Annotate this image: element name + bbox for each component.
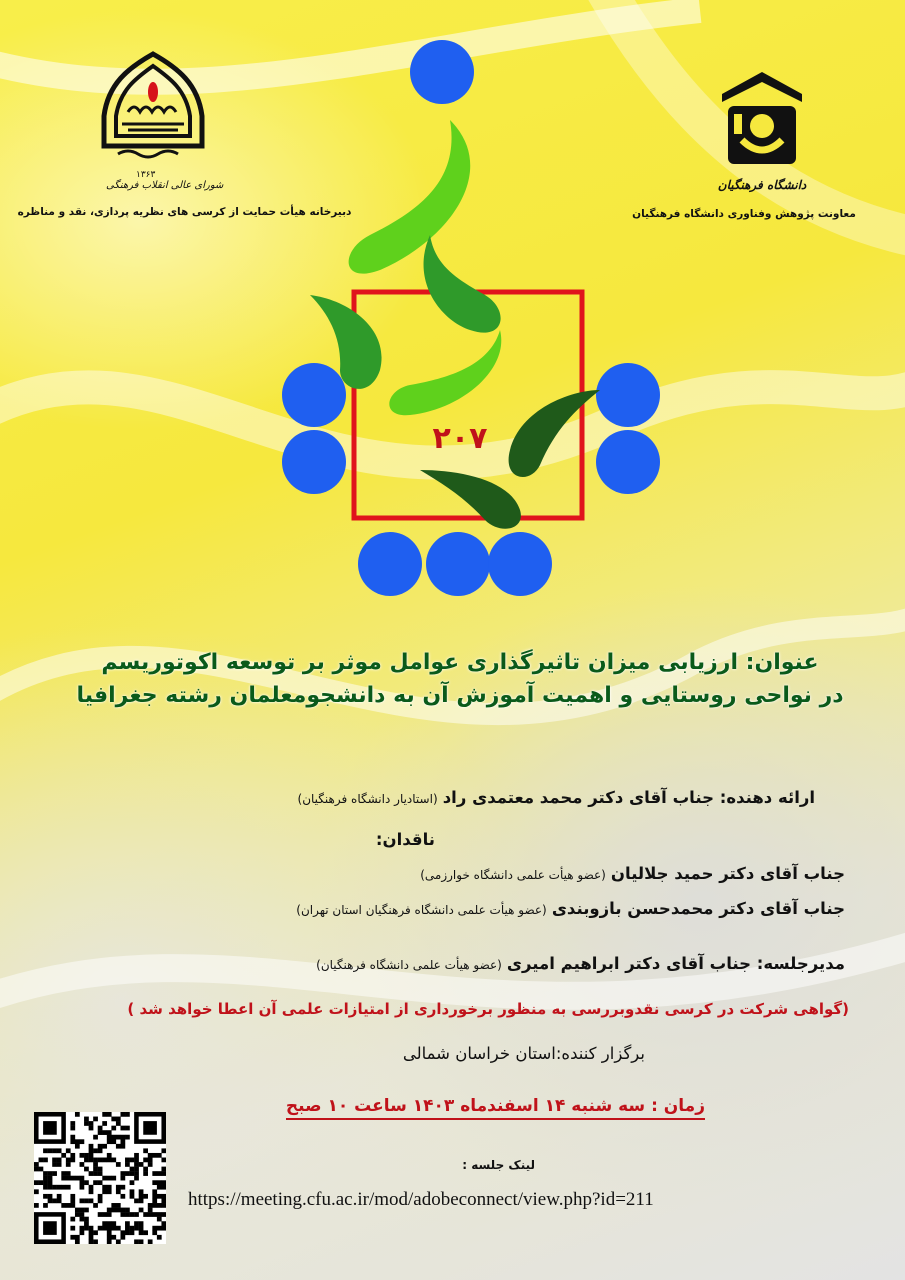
session-time: زمان : سه شنبه ۱۴ اسفندماه ۱۴۰۳ ساعت ۱۰ صبح: [286, 1096, 705, 1120]
link-label: لینک جلسه :: [462, 1158, 535, 1172]
leaf-2: [424, 235, 501, 333]
blue-dot: [410, 40, 474, 104]
moderator-label: مدیرجلسه: جناب آقای دکتر ابراهیم امیری: [506, 954, 845, 973]
left-logo-caption: دبیرخانه هیأت حمایت از کرسی های نظریه پردازی، نقد و مناظره: [17, 206, 352, 218]
leaf-4: [389, 330, 501, 415]
council-emblem: [98, 50, 208, 175]
blue-dot: [358, 532, 422, 596]
blue-dot: [488, 532, 552, 596]
blue-dot: [596, 430, 660, 494]
center-emblem: [270, 30, 670, 600]
critic-1-name: جناب آقای دکتر حمید جلالیان: [610, 864, 845, 883]
presenter-label: ارائه دهنده: جناب آقای دکتر محمد معتمدی راد: [442, 788, 815, 807]
meeting-link[interactable]: https://meeting.cfu.ac.ir/mod/adobeconnect/view.php?id=211: [188, 1189, 654, 1210]
blue-dot: [596, 363, 660, 427]
critics-label: ناقدان:: [375, 830, 435, 849]
presenter-line: [298, 788, 815, 807]
qr-code[interactable]: [34, 1112, 166, 1244]
critic-2-name: جناب آقای دکتر محمدحسن بازوبندی: [551, 899, 845, 918]
right-logo-caption: معاونت پژوهش وفناوری دانشگاه فرهنگیان: [632, 208, 856, 220]
center-number: ۲۰۷: [432, 421, 488, 456]
qr-code-pattern: [34, 1112, 166, 1244]
title-line-2: در نواحی روستایی و اهمیت آموزش آن به دانشجومعلمان رشته جغرافیا: [76, 683, 844, 708]
leaf-5: [509, 390, 600, 477]
critic-2-affiliation: (عضو هیأت علمی دانشگاه فرهنگیان استان تهران): [296, 903, 547, 917]
council-name: شورای عالی انقلاب فرهنگی: [106, 180, 224, 191]
organizer: برگزار کننده:استان خراسان شمالی: [402, 1044, 645, 1063]
university-name: دانشگاه فرهنگیان: [717, 178, 807, 192]
moderator-line: [316, 954, 845, 973]
critic-1-line: [420, 864, 845, 883]
moderator-affiliation: (عضو هیأت علمی دانشگاه فرهنگیان): [316, 958, 502, 972]
farhangian-university-logo: [712, 68, 812, 178]
critic-1-affiliation: (عضو هیأت علمی دانشگاه خوارزمی): [420, 868, 606, 882]
blue-dot: [282, 430, 346, 494]
blue-dot: [282, 363, 346, 427]
presenter-affiliation: (استادیار دانشگاه فرهنگیان): [297, 792, 438, 806]
leaf-1: [349, 120, 471, 274]
title-line-1: عنوان: ارزیابی میزان تاثیرگذاری عوامل موثر بر توسعه اکوتوریسم: [101, 650, 819, 675]
critic-2-line: [296, 899, 845, 918]
blue-dot: [426, 532, 490, 596]
certificate-note: (گواهی شرکت در کرسی نقدوبررسی به منظور برخورداری از امتیازات علمی آن اعطا خواهد شد ): [127, 1000, 849, 1018]
emblem-year: ۱۳۶۳: [136, 170, 156, 180]
